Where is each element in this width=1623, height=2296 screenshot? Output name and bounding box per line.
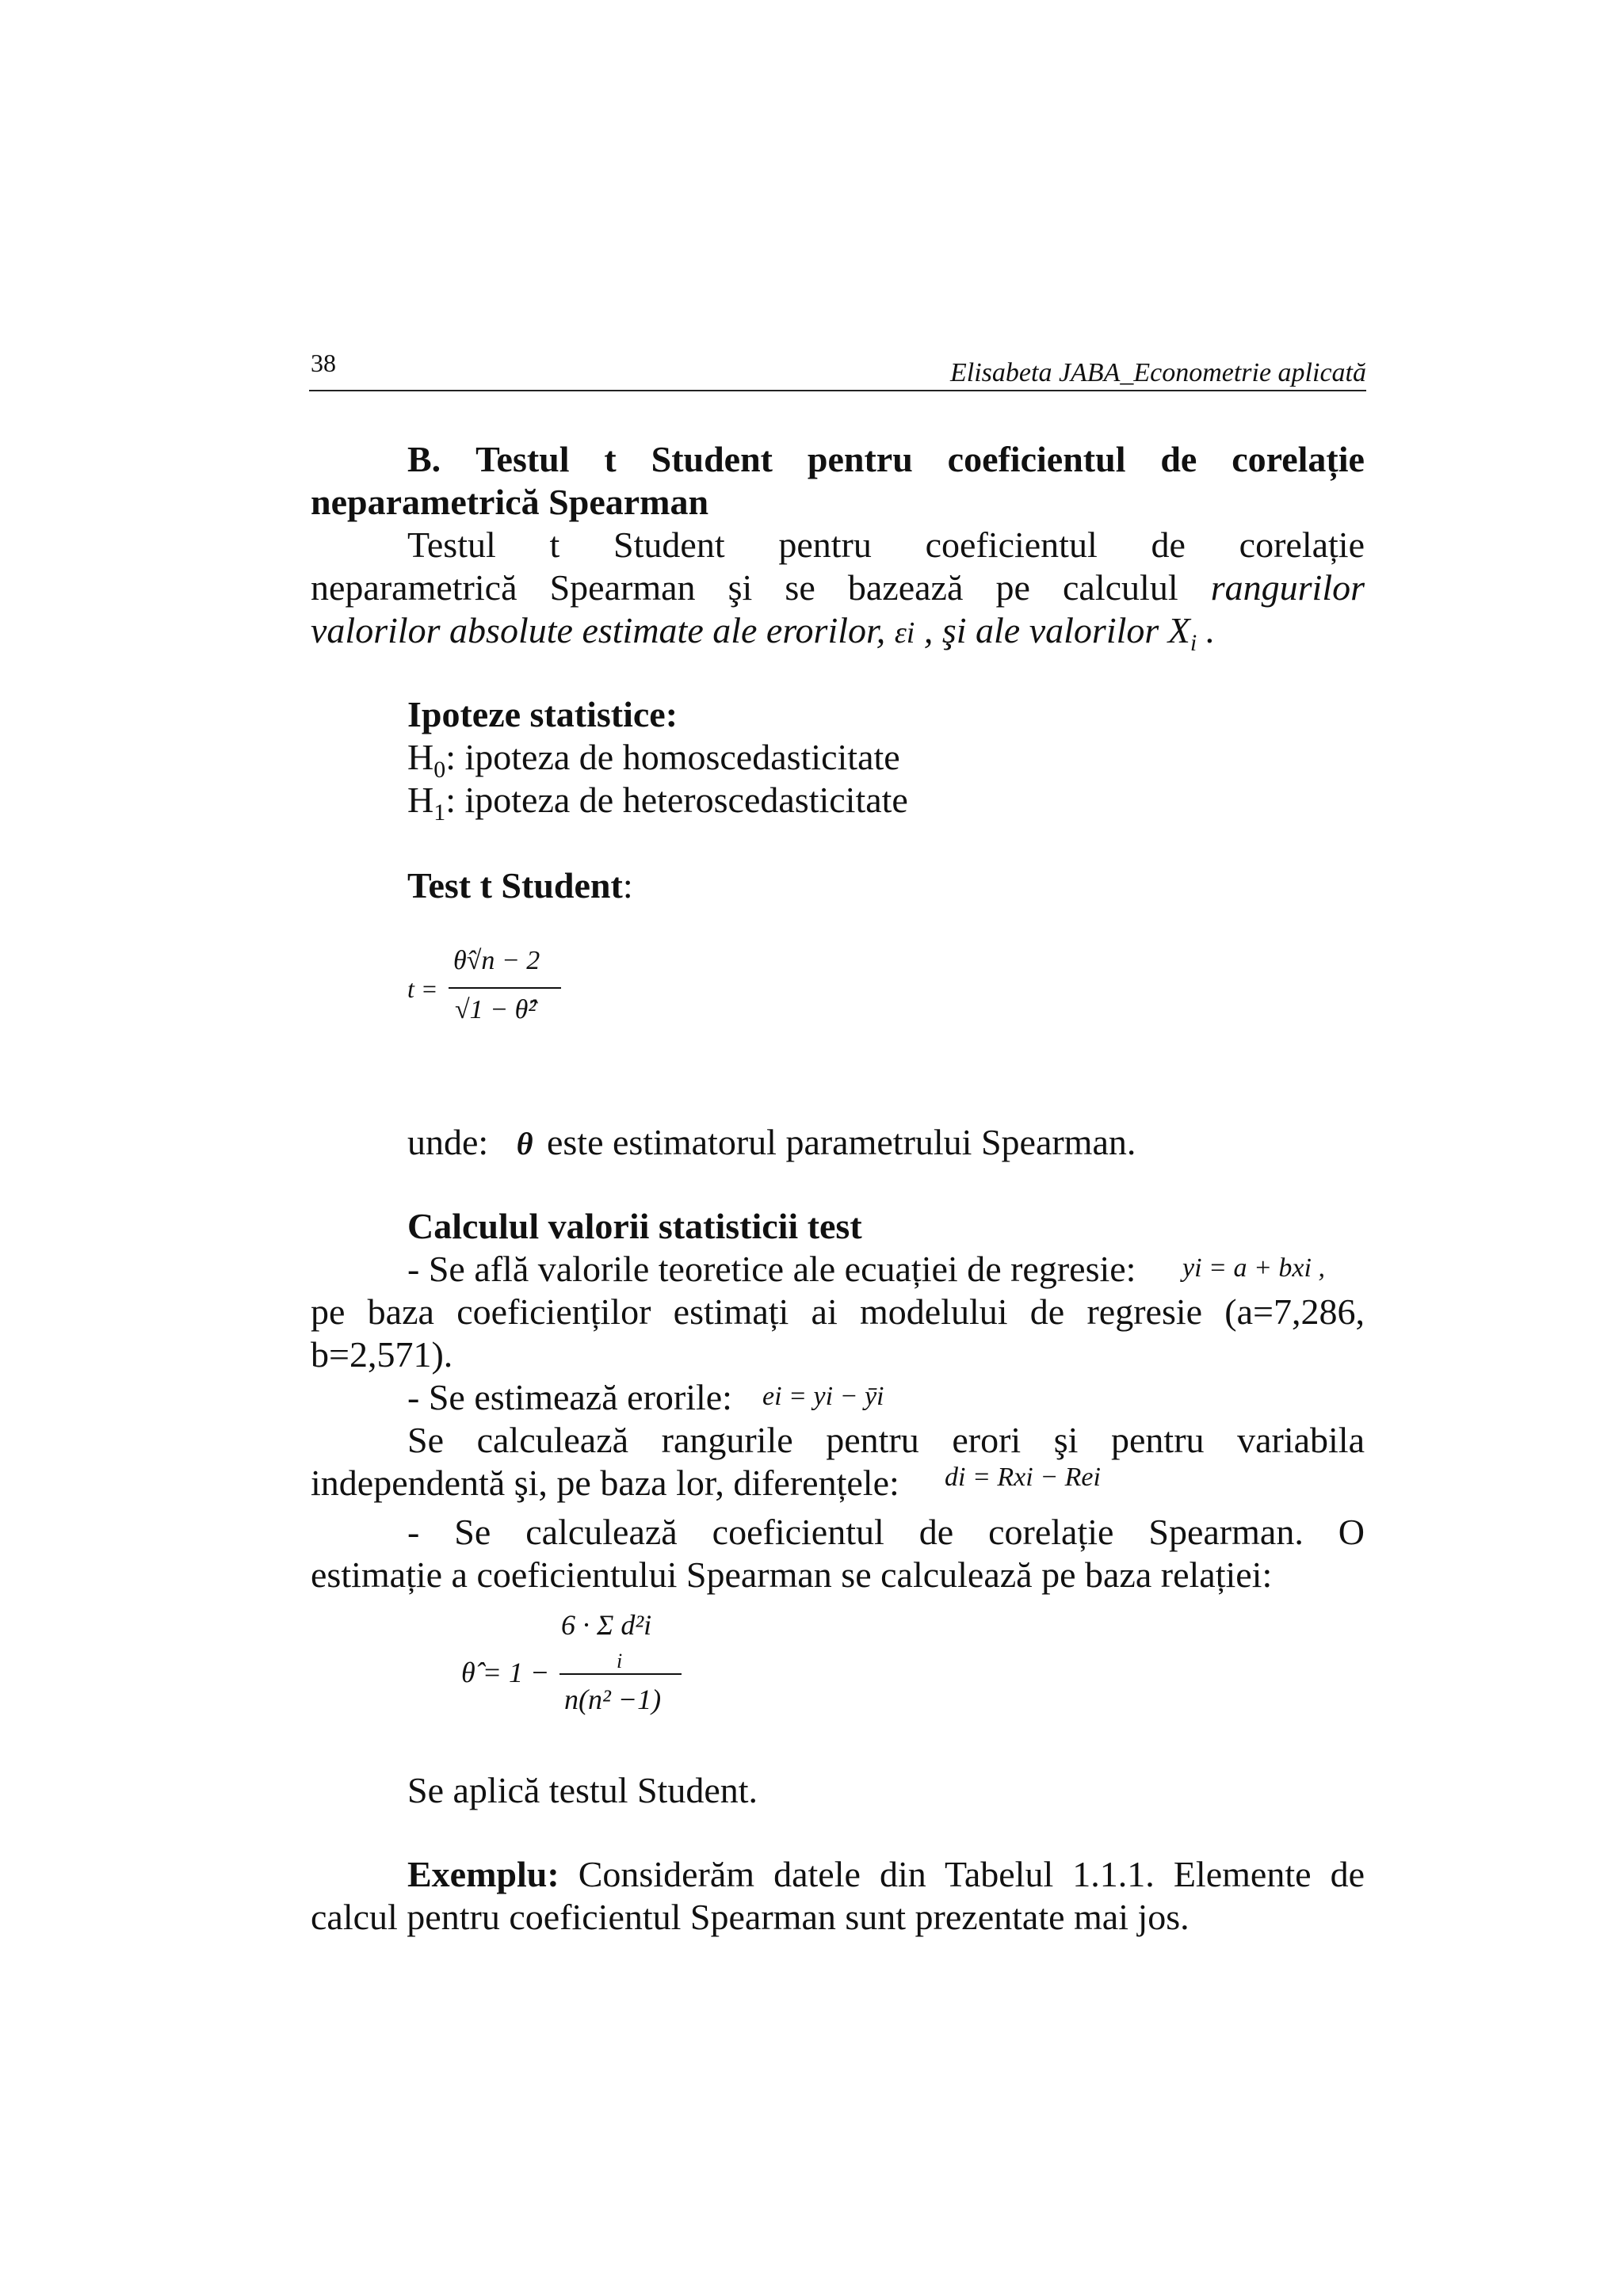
hypothesis-h1 [407,778,908,835]
title-word: Testul [475,439,570,479]
intro-line2-italic: rangurilor [1210,567,1365,608]
where-text: este estimatorul parametrului Spearman. [546,1122,1136,1162]
rank-difference-formula: di = Rxi − Rei [945,1463,1101,1492]
example-line2: calcul pentru coeficientul Spearman sunt prezentate mai jos. [311,1897,1190,1937]
test-title [407,864,633,908]
intro-line3-mid: , şi ale valorilor X [915,610,1190,650]
test-title-text: Test t Student [407,865,623,906]
calc-step1 [407,1247,1136,1291]
calc-title: Calculul valorii statisticii test [407,1206,862,1246]
intro-line3 [311,608,1215,666]
calc-step1-cont2: b=2,571). [311,1334,453,1375]
regression-formula: yi = a + bxi , [1182,1253,1325,1283]
running-title: Elisabeta JABA_Econometrie aplicată [950,358,1366,387]
h0-text: : ipoteza de homoscedasticitate [445,737,900,777]
t-formula-fraction-bar [449,987,561,989]
title-word: de [1160,439,1197,479]
intro-line2 [311,566,1365,610]
theta-symbol: θ [516,1126,533,1161]
t-formula-denominator: √1 − θ̂² [455,995,537,1024]
where-line [407,1120,1136,1166]
calc-step4-line2: estimație a coeficientului Spearman se calculează pe baza relației: [311,1554,1273,1595]
intro-line1: Testul t Student pentru coeficientul de corelație [407,524,1365,565]
t-formula-lhs: t = [407,974,438,1003]
where-prefix: unde: [407,1122,489,1162]
title-word: t [604,439,617,479]
title-word: coeficientul [947,439,1126,479]
section-title-line2: neparametrică Spearman [311,482,709,522]
calc-step4-line1: - Se calculează coeficientul de corelație Spearman. O [407,1512,1365,1552]
hypotheses-title: Ipoteze statistice: [407,694,678,734]
calc-step2 [407,1375,732,1420]
title-word: B. [407,439,441,479]
calc-step3-line1: Se calculează rangurile pentru erori şi pentru variabila [407,1420,1365,1460]
example-label: Exemplu: [407,1854,559,1894]
spearman-formula-numerator: 6 · Σ d²i [561,1609,652,1641]
apply-test: Se aplică testul Student. [407,1770,758,1810]
error-formula: ei = yi − ȳi [762,1382,884,1411]
spearman-formula-denominator: n(n² −1) [564,1684,662,1715]
h0-sub: 0 [433,757,446,784]
intro-line2-text: neparametrică Spearman şi se bazează pe calculul [311,567,1211,608]
title-word: Student [651,439,773,479]
intro-line3-sub: i [1190,630,1197,657]
spearman-fraction-bar [559,1673,682,1675]
calc-step3-line2: independentă şi, pe baza lor, diferențele: [311,1463,899,1503]
h1-text: : ipoteza de heteroscedasticitate [445,780,908,820]
calc-step2-text: - Se estimează erorile: [407,1377,732,1417]
example-line1 [407,1852,1365,1897]
title-word: corelație [1232,439,1365,479]
example-line1-text: Considerăm datele din Tabelul 1.1.1. Elemente de [559,1854,1365,1894]
page-number: 38 [311,349,336,377]
t-formula-numerator: θ̂√n − 2 [453,946,540,975]
header-rule [309,390,1366,391]
spearman-sum-index: i [617,1650,623,1672]
epsilon-symbol: εi [894,616,915,650]
h1-label: H [407,780,434,820]
intro-line3-end: . [1197,610,1216,650]
h0-label: H [407,737,434,777]
spearman-formula-lhs: θ̂ = 1 − [461,1657,550,1688]
title-word: pentru [807,439,913,479]
h1-sub: 1 [433,799,446,826]
test-title-colon: : [622,865,633,906]
intro-line3-text: valorilor absolute estimate ale erorilor, [311,610,895,650]
section-title-line1 [407,437,1365,482]
calc-step1-text: - Se află valorile teoretice ale ecuației de regresie: [407,1249,1136,1289]
calc-step1-cont: pe baza coeficienților estimați ai modelului de regresie (a=7,286, [311,1291,1365,1332]
